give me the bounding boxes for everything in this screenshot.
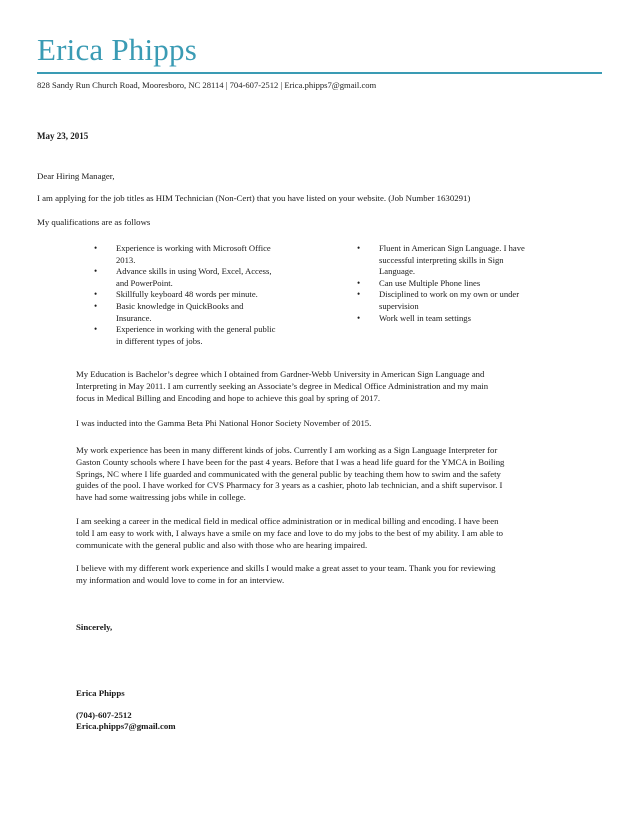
paragraph-line: Gaston County schools where I have been for the past 4 years. Before that I was a head life guard for the YMCA in Boiling — [76, 456, 505, 467]
paragraph-line: have had some waitressing jobs while in college. — [76, 492, 246, 503]
qualification-text: Can use Multiple Phone lines — [379, 277, 481, 288]
paragraph-line: I believe with my different work experience and skills I would make a great asset to your team. Thank you for reviewing — [76, 563, 496, 573]
contact-line: 828 Sandy Run Church Road, Mooresboro, NC 28114 | 704-607-2512 | Erica.phipps7@gmail.com — [37, 80, 377, 90]
bullet-icon: • — [357, 277, 361, 288]
qualification-text: Skillfully keyboard 48 words per minute. — [116, 289, 258, 300]
qualification-text: Experience in working with the general public — [116, 324, 276, 335]
applicant-name: Erica Phipps — [37, 32, 197, 67]
qualification-item — [94, 324, 316, 347]
paragraph-line: communicate with the general public and also with those who are hearing impaired. — [76, 539, 368, 550]
qualification-text: and PowerPoint. — [116, 277, 173, 288]
qualification-item — [94, 266, 316, 289]
qualification-item — [357, 243, 557, 278]
paragraph-line: told I am easy to work with, I always have a smile on my face and love to do my jobs to the best of my ability. I am able to — [76, 527, 503, 538]
qualification-text: Basic knowledge in QuickBooks and — [116, 300, 244, 311]
salutation: Dear Hiring Manager, — [37, 171, 115, 181]
paragraph-line: My work experience has been in many different kinds of jobs. Currently I am working as a Sign Language Interpreter for — [76, 445, 498, 455]
qualification-item — [94, 289, 316, 301]
qualification-item — [357, 278, 557, 290]
bullet-icon: • — [94, 289, 98, 300]
body-paragraph — [76, 418, 576, 430]
paragraph-line: guides of the pool. I have worked for CVS Pharmacy for 3 years as a cashier, photo lab technician, and a shift supervisor. I — [76, 480, 503, 491]
qualifications-intro: My qualifications are as follows — [37, 217, 151, 227]
bullet-icon: • — [94, 300, 98, 311]
qualification-text: 2013. — [116, 254, 136, 265]
body-paragraph — [76, 445, 576, 504]
qualification-item — [357, 313, 557, 325]
body-paragraph — [76, 369, 576, 404]
body-paragraph — [76, 563, 576, 587]
paragraph-line: I was inducted into the Gamma Beta Phi National Honor Society November of 2015. — [76, 418, 372, 428]
signature-name: Erica Phipps — [76, 688, 125, 698]
qualification-item — [94, 243, 316, 266]
qualification-text: Fluent in American Sign Language. I have — [379, 243, 525, 253]
qualification-text: Insurance. — [116, 312, 152, 323]
qualification-text: successful interpreting skills in Sign — [379, 254, 504, 265]
signature-email: Erica.phipps7@gmail.com — [76, 721, 176, 731]
paragraph-line: Springs, NC where I life guarded and communicated with the general public by teaching them how to swim and the safety — [76, 468, 501, 479]
paragraph-line: my information and would love to come in for an interview. — [76, 574, 285, 585]
qualification-item — [357, 289, 557, 312]
qualifications-list-right — [357, 243, 557, 324]
bullet-icon: • — [94, 266, 98, 277]
qualification-text: Experience is working with Microsoft Office — [116, 243, 271, 253]
body-paragraph — [76, 516, 576, 551]
paragraph-line: My Education is Bachelor’s degree which I obtained from Gardner-Webb University in American Sign Language and — [76, 369, 485, 379]
bullet-icon: • — [94, 243, 98, 253]
qualification-text: supervision — [379, 300, 419, 311]
paragraph-line: Interpreting in May 2011. I am currently seeking an Associate’s degree in Medical Office Administration and my main — [76, 380, 489, 391]
header-divider — [37, 72, 602, 74]
letter-date: May 23, 2015 — [37, 131, 89, 141]
qualification-text: Advance skills in using Word, Excel, Access, — [116, 266, 272, 277]
paragraph-line: I am seeking a career in the medical field in medical office administration or in medical billing and encoding. I have been — [76, 516, 499, 526]
signature-phone: (704)-607-2512 — [76, 710, 132, 720]
qualification-text: Work well in team settings — [379, 312, 471, 323]
qualification-item — [94, 301, 316, 324]
paragraph-line: focus in Medical Billing and Encoding and hope to achieve this goal by spring of 2017. — [76, 392, 381, 403]
closing: Sincerely, — [76, 622, 113, 632]
bullet-icon: • — [94, 324, 98, 335]
qualification-text: in different types of jobs. — [116, 335, 203, 346]
bullet-icon: • — [357, 312, 361, 323]
qualifications-list-left — [94, 243, 316, 347]
bullet-icon: • — [357, 289, 361, 300]
bullet-icon: • — [357, 243, 361, 253]
qualification-text: Disciplined to work on my own or under — [379, 289, 520, 300]
qualification-text: Language. — [379, 266, 416, 277]
intro-paragraph: I am applying for the job titles as HIM Technician (Non-Cert) that you have listed on your website. (Job Number 1630291) — [37, 193, 471, 203]
